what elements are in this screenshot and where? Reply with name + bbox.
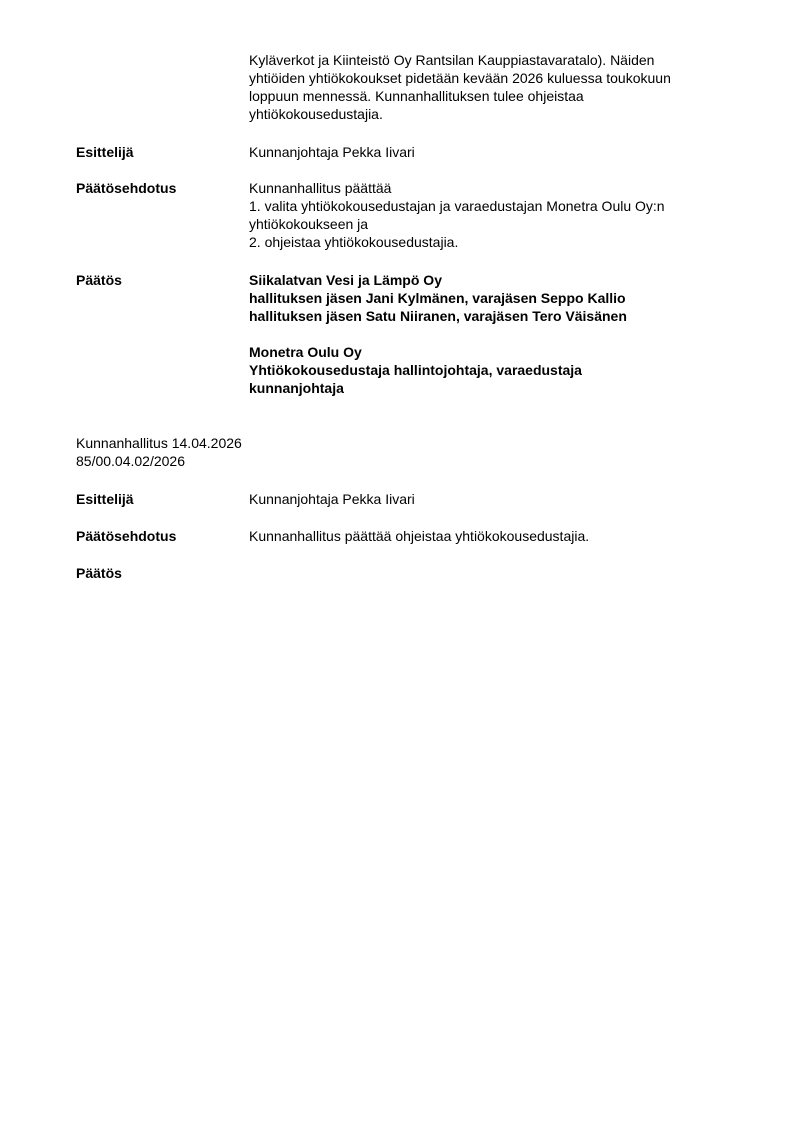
- paatos-line: hallituksen jäsen Jani Kylmänen, varajäsen Seppo Kallio: [249, 290, 626, 306]
- paatos-line: kunnanjohtaja: [249, 380, 344, 396]
- intro-line: Kyläverkot ja Kiinteistö Oy Rantsilan Kauppiastavaratalo). Näiden: [249, 52, 655, 68]
- paatos-label: Päätös: [76, 272, 122, 288]
- paatos-line: hallituksen jäsen Satu Niiranen, varajäsen Tero Väisänen: [249, 308, 627, 324]
- intro-line: yhtiökokousedustajia.: [249, 106, 383, 122]
- paatosehdotus-line: yhtiökokoukseen ja: [249, 216, 369, 232]
- paatosehdotus-line: 2. ohjeistaa yhtiökokousedustajia.: [249, 234, 459, 250]
- paatosehdotus-line: Kunnanhallitus päättää: [249, 180, 392, 196]
- esittelija-value-2: [249, 490, 733, 508]
- intro-line: yhtiöiden yhtiökokoukset pidetään kevään 2026 kuluessa toukokuun: [249, 70, 671, 86]
- paatosehdotus-value-2: [249, 527, 733, 545]
- paatos-line: [249, 325, 733, 343]
- esittelija-text-2: Kunnanjohtaja Pekka Iivari: [249, 491, 415, 507]
- paatos-label-2: Päätös: [76, 565, 122, 581]
- meeting-reference: 85/00.04.02/2026: [76, 453, 185, 469]
- paatosehdotus-label: Päätösehdotus: [76, 180, 177, 196]
- paatosehdotus-text-2: Kunnanhallitus päättää ohjeistaa yhtiökokousedustajia.: [249, 528, 590, 544]
- paatosehdotus-value: [249, 179, 733, 251]
- paatosehdotus-line: 1. valita yhtiökokousedustajan ja varaedustajan Monetra Oulu Oy:n: [249, 198, 665, 214]
- paatos-value: [249, 271, 733, 397]
- paatos-line: Siikalatvan Vesi ja Lämpö Oy: [249, 272, 442, 288]
- paatos-line: Monetra Oulu Oy: [249, 344, 362, 360]
- esittelija-text: Kunnanjohtaja Pekka Iivari: [249, 144, 415, 160]
- intro-paragraph: [249, 51, 733, 123]
- intro-line: loppuun mennessä. Kunnanhallituksen tulee ohjeistaa: [249, 88, 584, 104]
- esittelija-label: Esittelijä: [76, 144, 134, 160]
- paatos-line: Yhtiökokousedustaja hallintojohtaja, varaedustaja: [249, 362, 582, 378]
- meeting-body-date: Kunnanhallitus 14.04.2026: [76, 435, 242, 451]
- esittelija-label-2: Esittelijä: [76, 491, 134, 507]
- paatosehdotus-label-2: Päätösehdotus: [76, 528, 177, 544]
- esittelija-value: [249, 143, 733, 161]
